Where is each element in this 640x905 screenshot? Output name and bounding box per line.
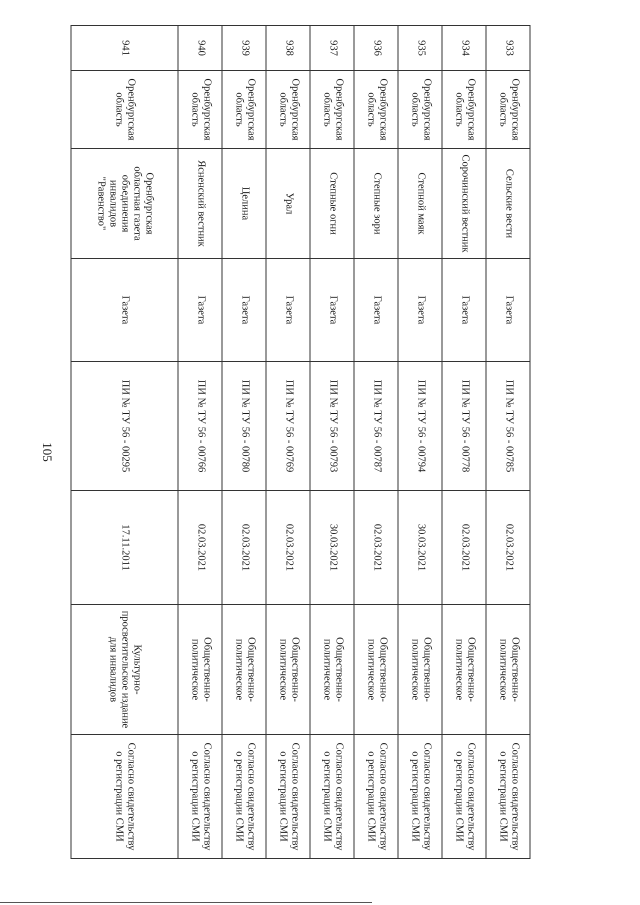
- table-row: [222, 26, 266, 859]
- cell-num: 941: [71, 26, 178, 71]
- table-row: [354, 26, 398, 859]
- cell-region: Оренбургская область: [486, 71, 530, 149]
- cell-num: 936: [354, 26, 398, 71]
- cell-name: Оренбургская областная газета объединения инвалидов "Равенство": [71, 149, 178, 259]
- cell-license: ПИ № ТУ 56 - 00794: [398, 362, 442, 491]
- cell-license: ПИ № ТУ 56 - 00787: [354, 362, 398, 491]
- cell-num: 937: [310, 26, 354, 71]
- cell-specialization: Общественно-политическое: [266, 605, 310, 735]
- cell-region: Оренбургская область: [71, 71, 178, 149]
- cell-form: Газета: [442, 259, 486, 362]
- cell-specialization: Общественно-политическое: [354, 605, 398, 735]
- cell-date: 02.03.2021: [266, 491, 310, 605]
- cell-basis: Согласно свидетельству о регистрации СМИ: [178, 735, 222, 859]
- cell-name: Степные зори: [354, 149, 398, 259]
- cell-num: 940: [178, 26, 222, 71]
- cell-basis: Согласно свидетельству о регистрации СМИ: [222, 735, 266, 859]
- cell-name: Урал: [266, 149, 310, 259]
- cell-num: 933: [486, 26, 530, 71]
- cell-date: 02.03.2021: [354, 491, 398, 605]
- cell-num: 934: [442, 26, 486, 71]
- cell-license: ПИ № ТУ 56 - 00769: [266, 362, 310, 491]
- cell-num: 938: [266, 26, 310, 71]
- cell-form: Газета: [266, 259, 310, 362]
- cell-specialization: Общественно-политическое: [310, 605, 354, 735]
- cell-specialization: Общественно-политическое: [222, 605, 266, 735]
- cell-date: 02.03.2021: [222, 491, 266, 605]
- cell-name: Ясненский вестник: [178, 149, 222, 259]
- cell-form: Газета: [71, 259, 178, 362]
- table-row: [442, 26, 486, 859]
- cell-region: Оренбургская область: [178, 71, 222, 149]
- cell-name: Сорочинский вестник: [442, 149, 486, 259]
- cell-specialization: Общественно-политическое: [486, 605, 530, 735]
- cell-date: 02.03.2021: [178, 491, 222, 605]
- cell-date: 30.03.2021: [398, 491, 442, 605]
- cell-license: ПИ № ТУ 56 - 00785: [486, 362, 530, 491]
- cell-form: Газета: [486, 259, 530, 362]
- cell-basis: Согласно свидетельству о регистрации СМИ: [398, 735, 442, 859]
- cell-region: Оренбургская область: [222, 71, 266, 149]
- cell-license: ПИ № ТУ 56 - 00778: [442, 362, 486, 491]
- cell-region: Оренбургская область: [398, 71, 442, 149]
- cell-name: Сельские вести: [486, 149, 530, 259]
- cell-form: Газета: [398, 259, 442, 362]
- cell-date: 02.03.2021: [442, 491, 486, 605]
- cell-form: Газета: [310, 259, 354, 362]
- page-number: 105: [40, 442, 55, 462]
- cell-license: ПИ № ТУ 56 - 00793: [310, 362, 354, 491]
- table-row: [486, 26, 530, 859]
- registry-table: [70, 25, 530, 859]
- cell-form: Газета: [178, 259, 222, 362]
- cell-date: 02.03.2021: [486, 491, 530, 605]
- cell-basis: Согласно свидетельству о регистрации СМИ: [266, 735, 310, 859]
- table-row: [178, 26, 222, 859]
- cell-basis: Согласно свидетельству о регистрации СМИ: [71, 735, 178, 859]
- table-row: [310, 26, 354, 859]
- cell-name: Целина: [222, 149, 266, 259]
- cell-specialization: Общественно-политическое: [398, 605, 442, 735]
- cell-region: Оренбургская область: [310, 71, 354, 149]
- cell-specialization: Общественно-политическое: [178, 605, 222, 735]
- cell-name: Степные огни: [310, 149, 354, 259]
- cell-num: 939: [222, 26, 266, 71]
- table-row: [266, 26, 310, 859]
- rotated-table-region: [70, 25, 530, 858]
- cell-basis: Согласно свидетельству о регистрации СМИ: [486, 735, 530, 859]
- cell-region: Оренбургская область: [442, 71, 486, 149]
- cell-form: Газета: [354, 259, 398, 362]
- cell-license: ПИ № ТУ 56 - 00295: [71, 362, 178, 491]
- cell-region: Оренбургская область: [354, 71, 398, 149]
- cell-date: 17.11.2011: [71, 491, 178, 605]
- cell-license: ПИ № ТУ 56 - 00780: [222, 362, 266, 491]
- cell-region: Оренбургская область: [266, 71, 310, 149]
- cell-num: 935: [398, 26, 442, 71]
- cell-date: 30.03.2021: [310, 491, 354, 605]
- scan-edge-line: [0, 902, 372, 903]
- table-row: [71, 26, 178, 859]
- cell-basis: Согласно свидетельству о регистрации СМИ: [310, 735, 354, 859]
- table-row: [398, 26, 442, 859]
- cell-name: Степной маяк: [398, 149, 442, 259]
- cell-basis: Согласно свидетельству о регистрации СМИ: [442, 735, 486, 859]
- cell-form: Газета: [222, 259, 266, 362]
- cell-license: ПИ № ТУ 56 - 00766: [178, 362, 222, 491]
- cell-specialization: Культурно-просветительское издание для инвалидов: [71, 605, 178, 735]
- cell-basis: Согласно свидетельству о регистрации СМИ: [354, 735, 398, 859]
- cell-specialization: Общественно-политическое: [442, 605, 486, 735]
